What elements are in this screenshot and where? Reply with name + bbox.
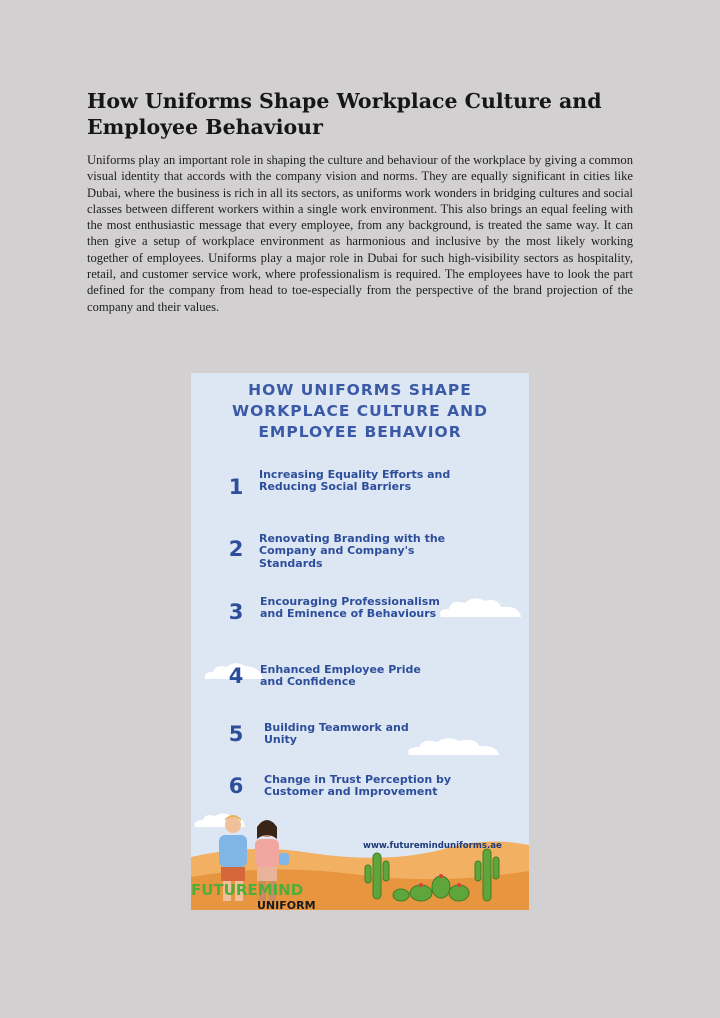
article-body: Uniforms play an important role in shaping the culture and behaviour of the workplace by giving a common visual identity that accords with the company vision and norms. They are equally significant in cities like Dubai, where the business is rich in all its sectors, as uniforms work wonders in bridging cultures and social classes between different workers within a single work environment. This also brings an equal feeling with the most enthusiastic message that every employee, from any background, is treated the same way. It can then give a setup of workplace environment as harmonious and inclusive by the most likely working together of employees. Uniforms play a major role in Dubai for such high-visibility sectors as hospitality, retail, and customer service work, where professionalism is required. The employees have to look the part defined for the company from head to toe-especially from the perspective of the brand projection of the company and their values. xyxy=(87,153,633,314)
svg-text:UNIFORM: UNIFORM xyxy=(257,899,316,910)
infographic-title xyxy=(191,380,529,443)
infographic-title-line-2: WORKPLACE CULTURE AND xyxy=(232,402,488,420)
step-text: Increasing Equality Efforts and Reducing Social Barriers xyxy=(259,468,451,494)
step-4 xyxy=(191,664,529,714)
step-number: 5 xyxy=(228,722,244,746)
step-text: Enhanced Employee Pride and Confidence xyxy=(260,663,421,689)
step-text: Renovating Branding with the Company and Company's Standards xyxy=(259,532,446,570)
infographic-title-line-1: HOW UNIFORMS SHAPE xyxy=(248,381,472,399)
step-number: 1 xyxy=(228,475,244,499)
step-text: Building Teamwork and Unity xyxy=(264,721,409,747)
step-number: 3 xyxy=(228,600,244,624)
step-text: Change in Trust Perception by Customer and Improvement xyxy=(264,773,452,799)
step-5 xyxy=(191,722,529,772)
step-text: Encouraging Professionalism and Eminence of Behaviours xyxy=(260,595,440,621)
infographic-image xyxy=(191,373,529,910)
step-1 xyxy=(191,469,529,519)
svg-text:FUTUREMIND: FUTUREMIND xyxy=(191,881,304,899)
futuremind-logo xyxy=(191,881,341,910)
step-number: 2 xyxy=(228,537,244,561)
article-title: How Uniforms Shape Workplace Culture and Employee Behaviour xyxy=(87,89,602,139)
step-3 xyxy=(191,596,529,646)
step-2 xyxy=(191,533,529,583)
logo-mark xyxy=(191,881,341,910)
infographic-title-line-3: EMPLOYEE BEHAVIOR xyxy=(258,423,462,441)
step-number: 6 xyxy=(228,774,244,798)
website-url[interactable]: www.futureminduniforms.ae xyxy=(363,841,502,851)
step-number: 4 xyxy=(228,664,244,688)
